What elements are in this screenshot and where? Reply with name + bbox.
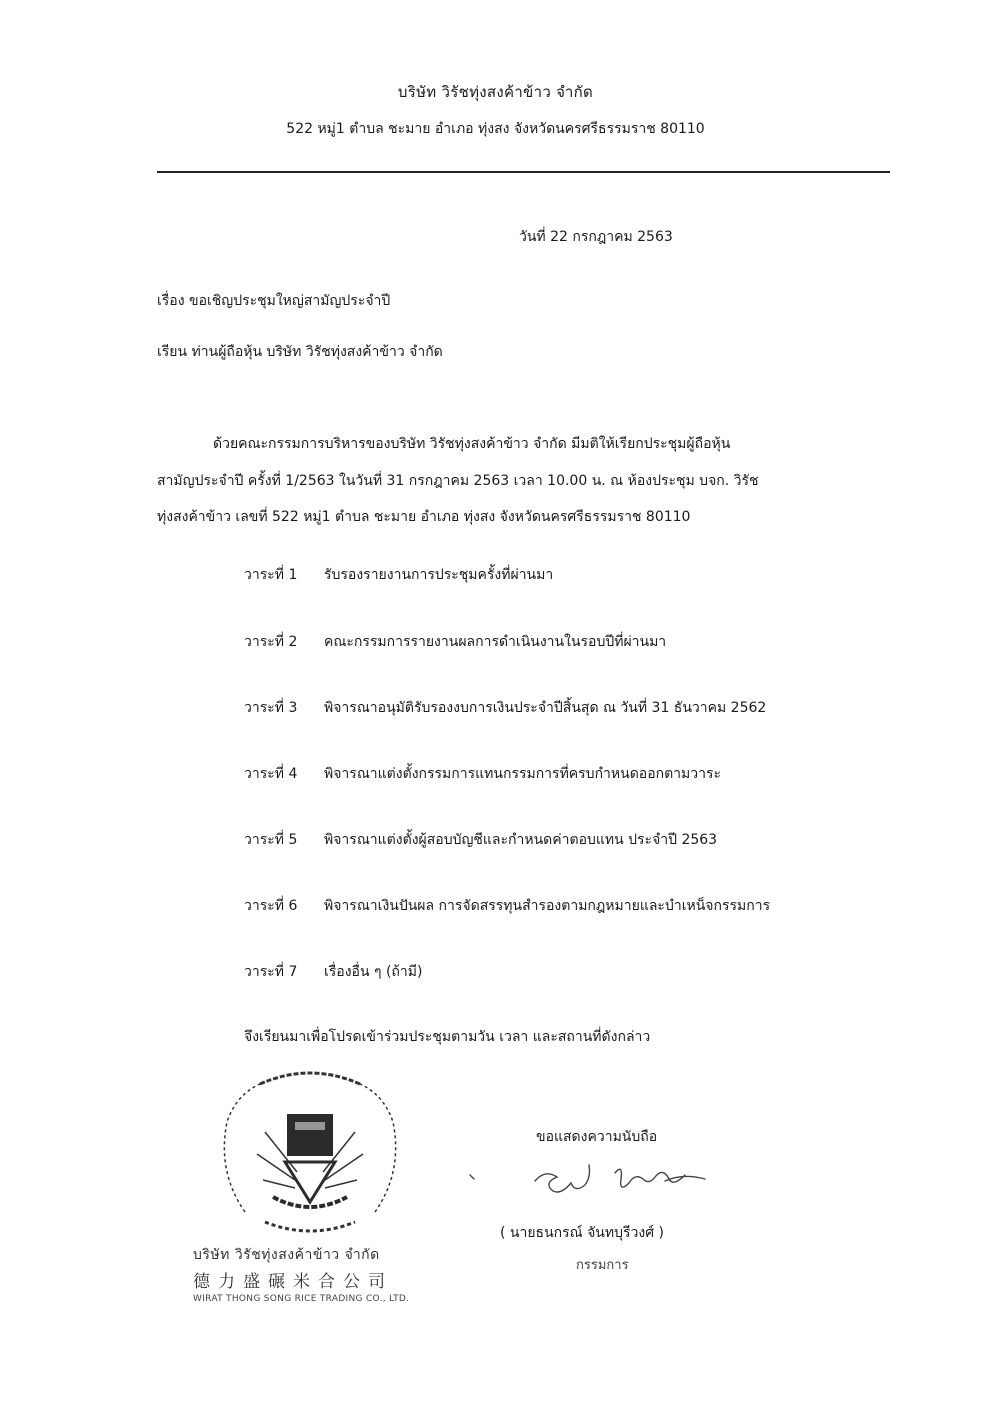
agenda-item [244, 631, 666, 653]
agenda-number: วาระที่ 2 [244, 634, 298, 650]
agenda-text: คณะกรรมการรายงานผลการดำเนินงานในรอบปีที่ผ่านมา [324, 634, 667, 650]
signer-position: กรรมการ [576, 1258, 629, 1273]
company-address: 522 หมู่1 ตำบล ชะมาย อำเภอ ทุ่งสง จังหวัดนครศรีธรรมราช 80110 [286, 121, 705, 137]
agenda-text: เรื่องอื่น ๆ (ถ้ามี) [324, 964, 423, 980]
agenda-item [244, 895, 770, 917]
company-seal-icon [205, 1062, 415, 1237]
body-line: สามัญประจำปี ครั้งที่ 1/2563 ในวันที่ 31 กรกฎาคม 2563 เวลา 10.00 น. ณ ห้องประชุม บจก. วิรัช [157, 473, 759, 489]
agenda-number: วาระที่ 4 [244, 766, 298, 782]
seal-thai-name: บริษัท วิรัชทุ่งสงค้าข้าว จำกัด [193, 1247, 380, 1263]
signer-name: ( นายธนกรณ์ จันทบุรีวงศ์ ) [500, 1225, 665, 1241]
agenda-text: พิจารณาแต่งตั้งผู้สอบบัญชีและกำหนดค่าตอบแทน ประจำปี 2563 [324, 832, 718, 848]
agenda-number: วาระที่ 1 [244, 567, 298, 583]
agenda-number: วาระที่ 3 [244, 700, 298, 716]
agenda-text: พิจารณาอนุมัติรับรองงบการเงินประจำปีสิ้นสุด ณ วันที่ 31 ธันวาคม 2562 [324, 700, 767, 716]
agenda-item [244, 564, 553, 586]
agenda-number: วาระที่ 5 [244, 832, 298, 848]
agenda-item [244, 697, 766, 719]
agenda-text: รับรองรายงานการประชุมครั้งที่ผ่านมา [324, 567, 554, 583]
agenda-text: พิจารณาเงินปันผล การจัดสรรทุนสำรองตามกฎหมายและบำเหน็จกรรมการ [324, 898, 771, 914]
seal-english-name: WIRAT THONG SONG RICE TRADING CO., LTD. [193, 1294, 410, 1304]
agenda-item [244, 961, 422, 983]
agenda-item [244, 763, 721, 785]
header-divider [157, 171, 890, 173]
agenda-text: พิจารณาแต่งตั้งกรรมการแทนกรรมการที่ครบกำหนดออกตามวาระ [324, 766, 722, 782]
seal-chinese-name: 德力盛碾米合公司 [193, 1272, 393, 1292]
agenda-number: วาระที่ 6 [244, 898, 298, 914]
closing-line: จึงเรียนมาเพื่อโปรดเข้าร่วมประชุมตามวัน เวลา และสถานที่ดังกล่าว [244, 1029, 651, 1045]
company-name: บริษัท วิรัชทุ่งสงค้าข้าว จำกัด [397, 83, 594, 101]
handwritten-signature-icon [465, 1153, 745, 1203]
regards-line: ขอแสดงความนับถือ [536, 1129, 658, 1145]
agenda-item [244, 829, 717, 851]
letter-subject: เรื่อง ขอเชิญประชุมใหญ่สามัญประจำปี [157, 293, 391, 309]
agenda-number: วาระที่ 7 [244, 964, 298, 980]
letter-recipient: เรียน ท่านผู้ถือหุ้น บริษัท วิรัชทุ่งสงค้าข้าว จำกัด [157, 344, 443, 360]
letter-date: วันที่ 22 กรกฎาคม 2563 [519, 229, 673, 245]
body-line: ด้วยคณะกรรมการบริหารของบริษัท วิรัชทุ่งสงค้าข้าว จำกัด มีมติให้เรียกประชุมผู้ถือหุ้น [213, 436, 731, 452]
body-line: ทุ่งสงค้าข้าว เลขที่ 522 หมู่1 ตำบล ชะมาย อำเภอ ทุ่งสง จังหวัดนครศรีธรรมราช 80110 [157, 509, 691, 525]
